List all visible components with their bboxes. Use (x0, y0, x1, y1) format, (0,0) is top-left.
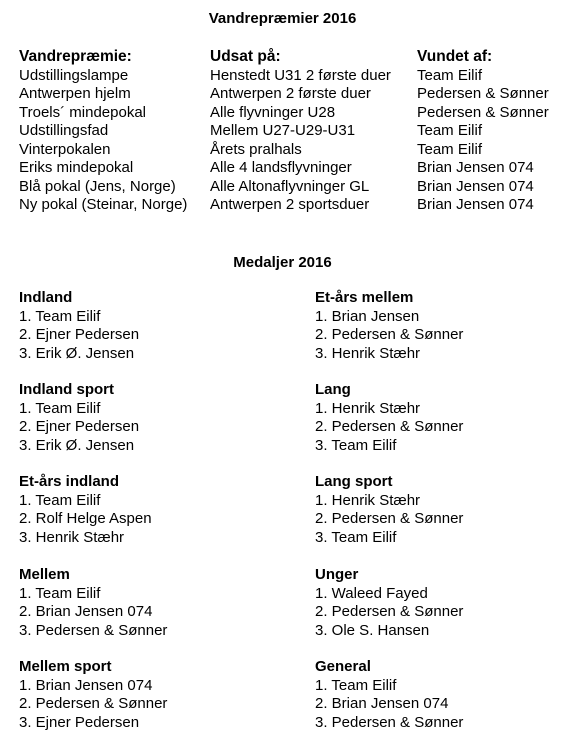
prize-cell: Vinterpokalen (19, 140, 111, 158)
medal-place: 1. Team Eilif (19, 584, 101, 602)
medal-place: 2. Rolf Helge Aspen (19, 510, 152, 527)
medal-category-heading: Indland sport (19, 381, 114, 398)
prize-column (19, 48, 187, 215)
prize-cell: Eriks mindepokal (19, 159, 134, 176)
medal-place: 2. Pedersen & Sønner (315, 603, 464, 620)
medal-category-heading: Et-års indland (19, 473, 120, 490)
medal-category (315, 381, 565, 455)
medal-place: 1. Brian Jensen (315, 307, 420, 325)
won-by-header: Vundet af: (417, 48, 493, 65)
won-by-cell: Pedersen & Sønner (417, 85, 549, 102)
medal-category-heading: Mellem sport (19, 658, 112, 675)
medal-place: 3. Team Eilif (315, 436, 397, 454)
medal-category (315, 566, 565, 640)
prize-header: Vandrepræmie: (19, 48, 132, 65)
medal-category-heading: Mellem (19, 566, 70, 583)
won-by-column (417, 48, 549, 215)
awarded-on-header: Udsat på: (210, 48, 281, 65)
medal-category (19, 658, 279, 732)
medals-title: Medaljer 2016 (233, 254, 332, 271)
prize-cell: Udstillingsfad (19, 122, 109, 139)
prize-cell: Ny pokal (Steinar, Norge) (19, 196, 188, 213)
prize-cell: Udstillingslampe (19, 66, 129, 84)
medal-place: 1. Waleed Fayed (315, 584, 428, 602)
awarded-on-cell: Mellem U27-U29-U31 (210, 122, 356, 139)
awarded-on-cell: Henstedt U31 2 første duer (210, 66, 391, 84)
medal-category (315, 289, 565, 363)
medal-place: 2. Brian Jensen 074 (19, 603, 153, 620)
medal-category (19, 381, 279, 455)
medal-category (19, 473, 279, 547)
medal-place: 3. Ole S. Hansen (315, 621, 430, 639)
awarded-on-cell: Antwerpen 2 første duer (210, 85, 371, 102)
medal-place: 3. Erik Ø. Jensen (19, 344, 135, 362)
medal-place: 3. Henrik Stæhr (315, 344, 421, 362)
medal-category-heading: Unger (315, 566, 359, 583)
medal-place: 3. Ejner Pedersen (19, 713, 140, 731)
medal-place: 2. Pedersen & Sønner (315, 418, 464, 435)
won-by-cell: Team Eilif (417, 66, 483, 84)
medal-place: 2. Pedersen & Sønner (315, 510, 464, 527)
medal-category-heading: Et-års mellem (315, 289, 414, 306)
medal-place: 1. Henrik Stæhr (315, 491, 421, 509)
won-by-cell: Pedersen & Sønner (417, 103, 549, 121)
prize-cell: Antwerpen hjelm (19, 85, 131, 102)
awarded-on-cell: Antwerpen 2 sportsduer (210, 196, 370, 213)
medal-place: 1. Team Eilif (19, 399, 101, 417)
medal-place: 3. Pedersen & Sønner (315, 713, 464, 731)
won-by-cell: Team Eilif (417, 140, 483, 158)
awarded-on-cell: Alle 4 landsflyvninger (210, 159, 352, 176)
won-by-cell: Brian Jensen 074 (417, 159, 534, 176)
medal-category-heading: Indland (19, 289, 73, 306)
medal-place: 2. Pedersen & Sønner (315, 326, 464, 343)
trophies-title: Vandrepræmier 2016 (208, 10, 357, 27)
medal-place: 1. Team Eilif (315, 676, 397, 694)
won-by-cell: Brian Jensen 074 (417, 177, 534, 195)
prize-cell: Troels´ mindepokal (19, 103, 146, 121)
medal-category (19, 566, 279, 640)
medal-place: 2. Ejner Pedersen (19, 418, 140, 435)
medal-place: 3. Pedersen & Sønner (19, 621, 168, 639)
prize-cell: Blå pokal (Jens, Norge) (19, 177, 176, 195)
medal-category-heading: General (315, 658, 371, 675)
medal-place: 1. Henrik Stæhr (315, 399, 421, 417)
medal-place: 1. Team Eilif (19, 491, 101, 509)
awarded-on-column (210, 48, 391, 215)
medal-place: 2. Pedersen & Sønner (19, 695, 168, 712)
awarded-on-cell: Årets pralhals (210, 140, 302, 158)
awarded-on-cell: Alle Altonaflyvninger GL (210, 177, 370, 195)
medal-place: 1. Brian Jensen 074 (19, 676, 153, 694)
medal-place: 3. Henrik Stæhr (19, 528, 125, 546)
medal-place: 1. Team Eilif (19, 307, 101, 325)
medal-place: 2. Brian Jensen 074 (315, 695, 449, 712)
medal-category (315, 658, 565, 732)
medal-category (315, 473, 565, 547)
medal-place: 3. Erik Ø. Jensen (19, 436, 135, 454)
medal-category-heading: Lang (315, 381, 351, 398)
won-by-cell: Team Eilif (417, 122, 483, 139)
medal-place: 2. Ejner Pedersen (19, 326, 140, 343)
medal-place: 3. Team Eilif (315, 528, 397, 546)
medal-category (19, 289, 279, 363)
medal-category-heading: Lang sport (315, 473, 393, 490)
won-by-cell: Brian Jensen 074 (417, 196, 534, 213)
awarded-on-cell: Alle flyvninger U28 (210, 103, 336, 121)
